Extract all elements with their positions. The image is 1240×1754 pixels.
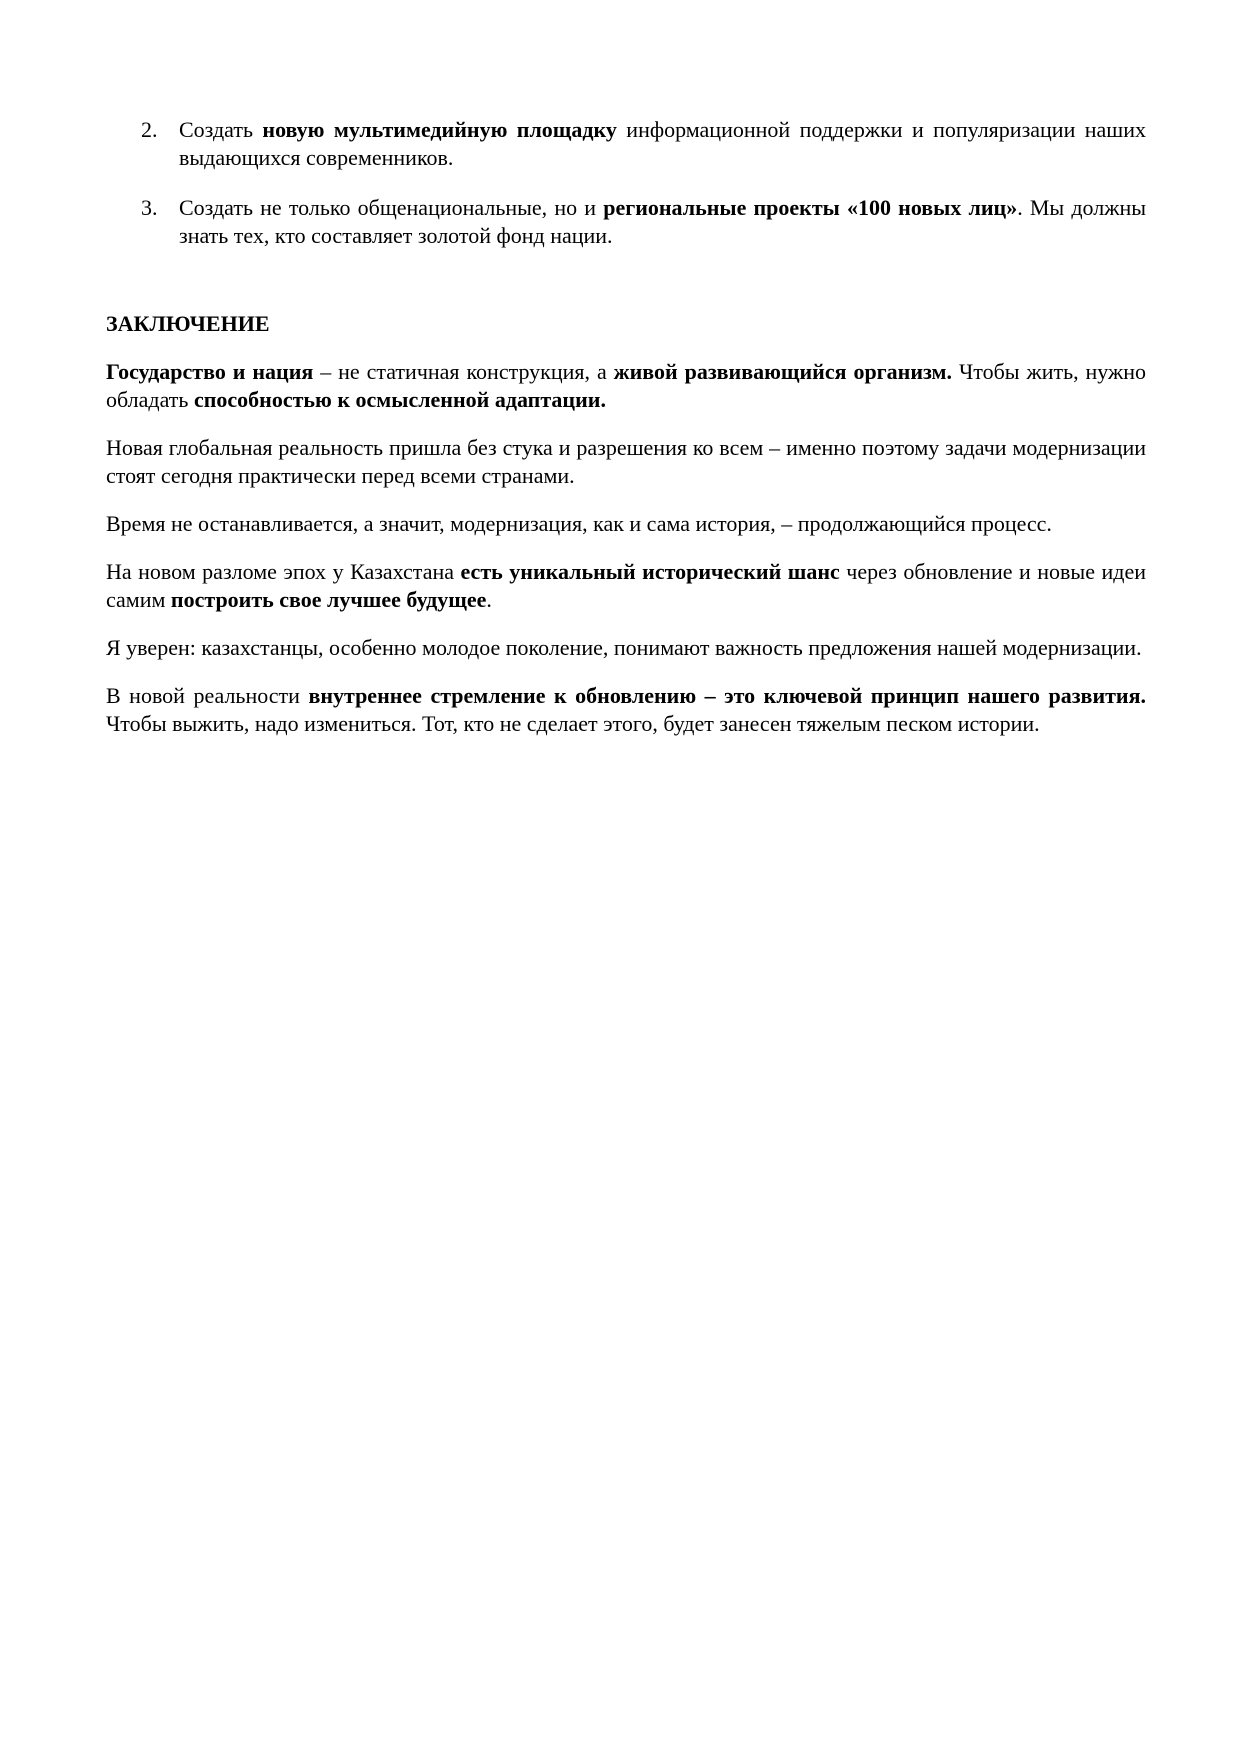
list-item-text: Создать новую мультимедийную площадку информационной поддержки и популяризации наших выдающихся современников. xyxy=(179,117,1147,170)
list-item-3 xyxy=(106,194,1146,250)
paragraph-4: На новом разломе эпох у Казахстана есть уникальный исторический шанс через обновление и новые идеи самим построить свое лучшее будущее. xyxy=(106,559,1146,612)
section-heading: ЗАКЛЮЧЕНИЕ xyxy=(106,311,270,336)
list-item-number: 3. xyxy=(141,195,158,220)
list-item-text: Создать не только общенациональные, но и региональные проекты «100 новых лиц». Мы должны знать тех, кто составляет золотой фонд нации. xyxy=(179,195,1147,248)
paragraph-5: Я уверен: казахстанцы, особенно молодое поколение, понимают важность предложения нашей модернизации. xyxy=(106,635,1142,660)
paragraph-3: Время не останавливается, а значит, модернизация, как и сама история, – продолжающийся процесс. xyxy=(106,511,1052,536)
paragraph-1: Государство и нация – не статичная конструкция, а живой развивающийся организм. Чтобы жить, нужно обладать способностью к осмысленной адаптации. xyxy=(106,359,1146,412)
numbered-list xyxy=(106,116,1146,250)
list-item-number: 2. xyxy=(141,117,158,142)
list-item-2 xyxy=(106,116,1146,172)
paragraph-6: В новой реальности внутреннее стремление к обновлению – это ключевой принцип нашего развития. Чтобы выжить, надо измениться. Тот, кто не сделает этого, будет занесен тяжелым песком истории. xyxy=(106,683,1146,736)
paragraph-2: Новая глобальная реальность пришла без стука и разрешения ко всем – именно поэтому задачи модернизации стоят сегодня практически перед всеми странами. xyxy=(106,435,1146,488)
